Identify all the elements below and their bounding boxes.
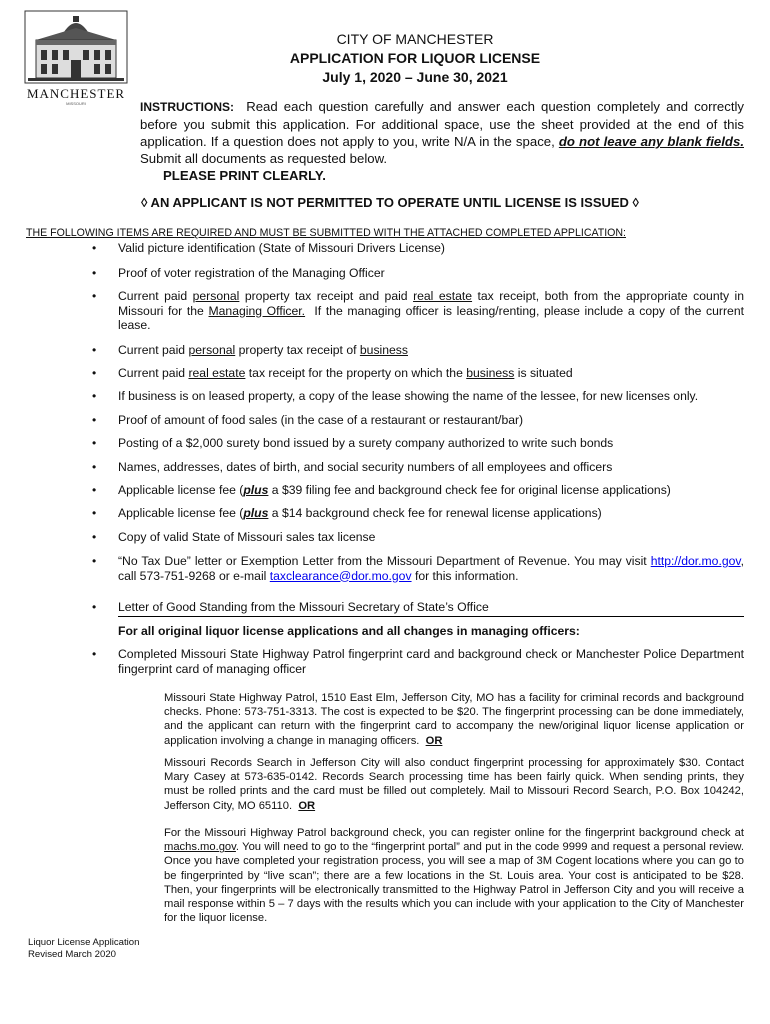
instructions-label: INSTRUCTIONS: <box>140 100 234 114</box>
instructions-text: Read each question carefully and answer each question completely and correctly before you submit this application. For additional space, use the sheet provided at the end of this application. If a question does not apply to you, write N/A in the space, <box>140 99 745 149</box>
dor-link[interactable]: http://dor.mo.gov <box>650 554 741 568</box>
bullet-icon: • <box>92 241 97 255</box>
bullet-icon: • <box>92 413 97 427</box>
machs-link[interactable]: machs.mo.gov <box>164 841 236 854</box>
bullet-icon: • <box>92 436 97 450</box>
logo-city-name: MANCHESTER <box>26 86 126 101</box>
document-header <box>250 30 580 87</box>
header-city: CITY OF MANCHESTER <box>336 31 494 47</box>
bullet-icon: • <box>92 460 97 474</box>
records-search-paragraph: Missouri Records Search in Jefferson City will also conduct fingerprint processing for approximately $30. Contact Mary Casey at 573-635-0142. Records Search processing time has been fairly quick. When sending prints, they must be rolled prints and the card must be filled out completely. Mail to Missouri Record Search, P.O. Box 104242, Jefferson City, MO 65110. OR <box>164 757 744 812</box>
bullet-icon: • <box>92 530 97 544</box>
header-period: July 1, 2020 – June 30, 2021 <box>322 69 508 85</box>
operating-warning: ◊ AN APPLICANT IS NOT PERMITTED TO OPERATE UNTIL LICENSE IS ISSUED ◊ <box>141 195 639 210</box>
bullet-icon: • <box>92 266 97 280</box>
bullet-icon: • <box>92 600 97 614</box>
highway-patrol-paragraph: Missouri State Highway Patrol, 1510 East Elm, Jefferson City, MO has a facility for criminal records and background checks. Phone: 573-751-3313. The cost is expected to be $20. The fingerprint processing can be done immediately, and the applicant can return with the fingerprint card to accompany the new/original liquor license application or application involving a change in managing officers. OR <box>164 692 744 747</box>
instructions-print: PLEASE PRINT CLEARLY. <box>163 168 326 183</box>
bullet-icon: • <box>92 389 97 403</box>
bullet-icon: • <box>92 647 97 661</box>
instructions-emphasis: do not leave any blank fields. <box>558 134 744 149</box>
footer-revision: Revised March 2020 <box>28 948 116 960</box>
bullet-icon: • <box>92 554 97 568</box>
bullet-icon: • <box>92 366 97 380</box>
bullet-icon: • <box>92 343 97 357</box>
section-divider <box>118 616 744 617</box>
document-footer <box>28 937 139 960</box>
instructions-block <box>140 98 744 184</box>
original-applications-heading: For all original liquor license applications and all changes in managing officers: <box>118 624 580 638</box>
header-title: APPLICATION FOR LIQUOR LICENSE <box>289 50 541 66</box>
instructions-submit: Submit all documents as requested below. <box>140 151 388 166</box>
logo-subtitle: MISSOURI <box>66 101 86 106</box>
online-check-paragraph: For the Missouri Highway Patrol background check, you can register online for the fingerprint background check at machs.mo.gov. You will need to go to the “fingerprint portal” and put in the code 9999 and request a personal review. Once you have completed your registration process, you will see a map of 3M Cogent locations where you can go to be fingerprinted by “live scan”; there are a few locations in the St. Louis area. Your cost is anticipated to be $28. Then, your fingerprints will be electronically transmitted to the Highway Patrol in Jefferson City and you will receive a mail response within 5 – 7 days with the results which you can include with your application to the City of Manchester for the liquor license. <box>164 827 744 925</box>
city-logo <box>24 10 128 106</box>
bullet-icon: • <box>92 506 97 520</box>
bullet-icon: • <box>92 289 97 303</box>
bullet-icon: • <box>92 483 97 497</box>
email-link[interactable]: taxclearance@dor.mo.gov <box>269 568 412 583</box>
city-hall-building-icon <box>24 10 128 84</box>
requirements-heading: THE FOLLOWING ITEMS ARE REQUIRED AND MUST BE SUBMITTED WITH THE ATTACHED COMPLETED APPLICATION: <box>26 227 626 239</box>
footer-title: Liquor License Application <box>28 937 140 948</box>
